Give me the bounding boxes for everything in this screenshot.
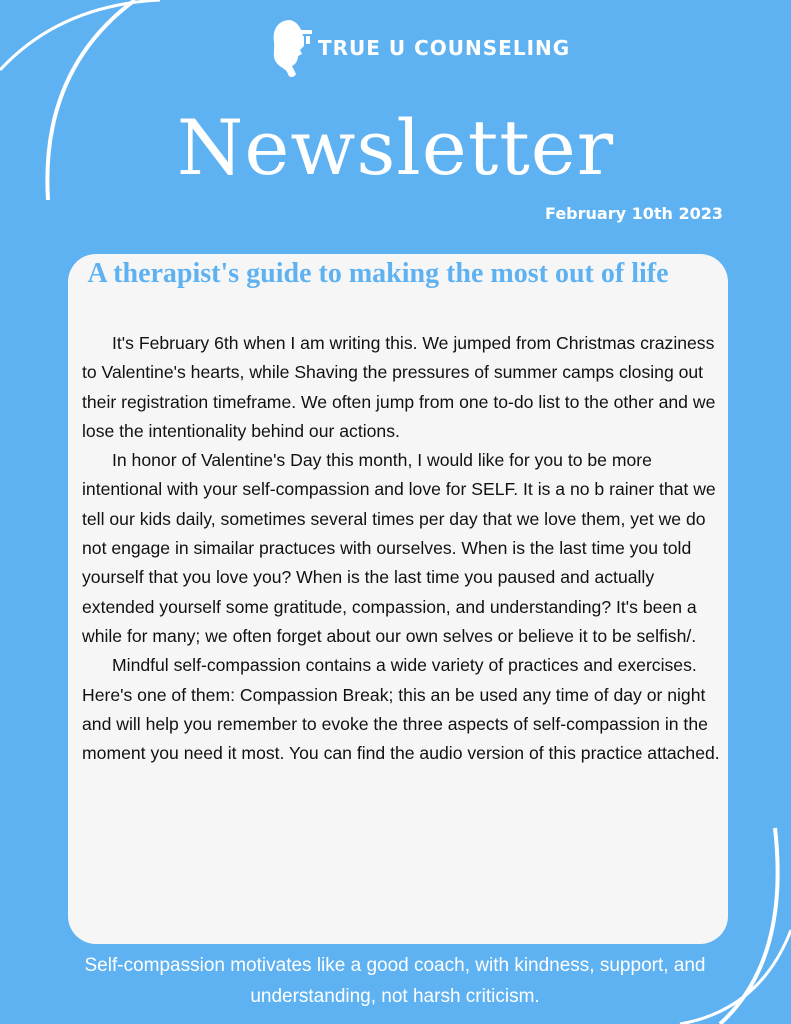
issue-date: February 10th 2023 xyxy=(545,204,723,223)
article-heading: A therapist's guide to making the most out of life xyxy=(87,258,669,289)
article-paragraph: Mindful self-compassion contains a wide variety of practices and exercises. Here's one of them: Compassion Break; this an be used any time of day or night and will help you remember to evoke the three aspects of self-compassion in the moment you need it most. You can find the audio version of this practice attached. xyxy=(82,655,720,764)
article-body xyxy=(82,329,722,768)
article-paragraph: In honor of Valentine's Day this month, I would like for you to be more intentional with your self-compassion and love for SELF. It is a no b rainer that we tell our kids daily, sometimes several times per day that we love them, yet we do not engage in simailar practuces with ourselves. When is the last time you told yourself that you love you? When is the last time you paused and actually extended yourself some gratitude, compassion, and understanding? It's been a while for many; we often forget about our own selves or believe it to be selfish/. xyxy=(82,450,716,646)
newsletter-title: Newsletter xyxy=(176,103,615,192)
brand-header xyxy=(268,16,570,80)
top-left-arc-outer xyxy=(0,0,160,70)
woman-profile-logo-icon xyxy=(268,16,312,80)
brand-name: TRUE U COUNSELING xyxy=(318,36,571,60)
footer-quote: Self-compassion motivates like a good coach, with kindness, support, and understanding, not harsh criticism. xyxy=(84,955,706,1007)
article-paragraph: It's February 6th when I am writing this. We jumped from Christmas craziness to Valentine's hearts, while Shaving the pressures of summer camps closing out their registration timeframe. We often jump from one to-do list to the other and we lose the intentionality behind our actions. xyxy=(82,333,716,441)
